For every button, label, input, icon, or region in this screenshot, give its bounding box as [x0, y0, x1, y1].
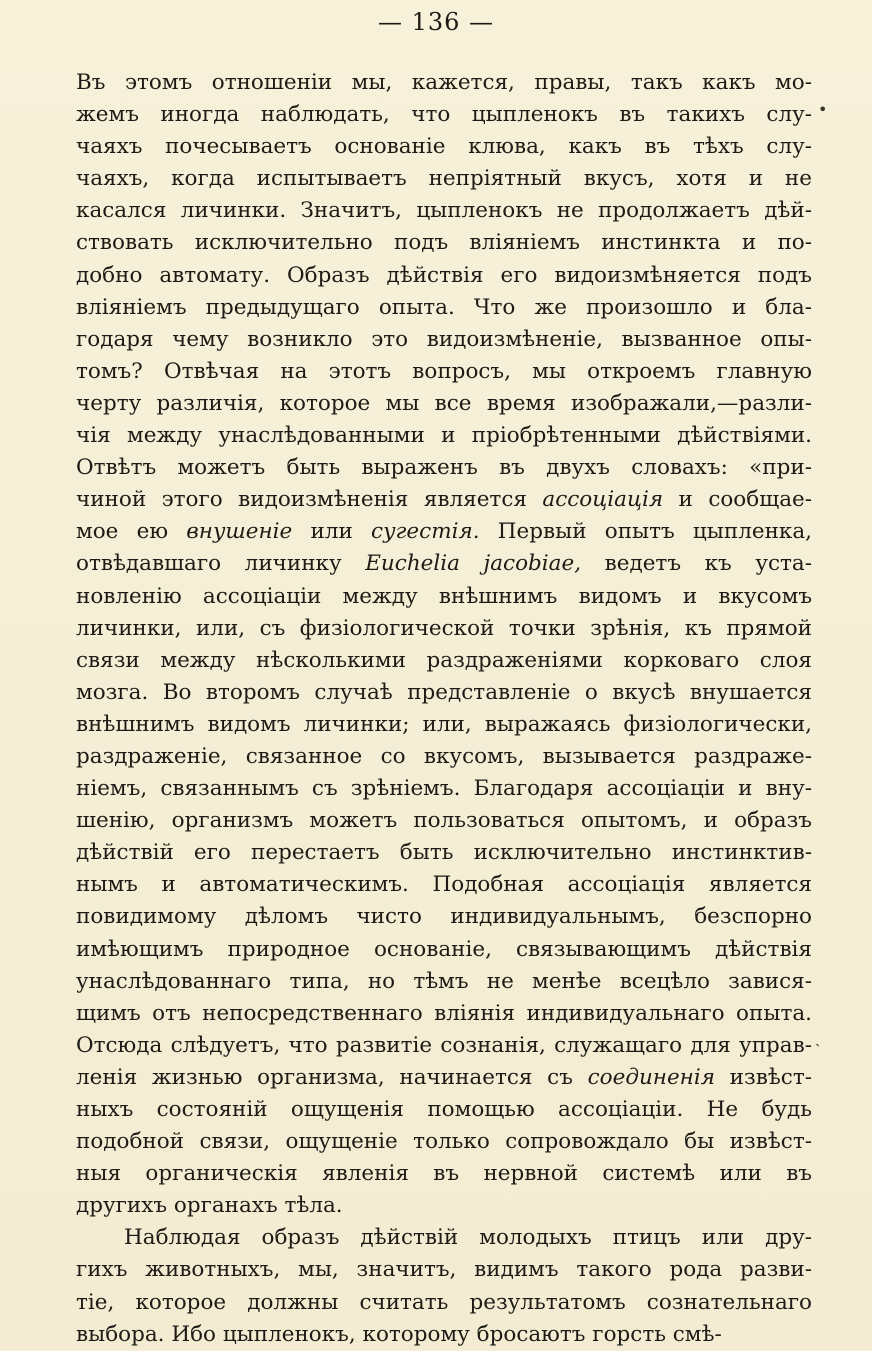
text-line — [76, 1094, 812, 1126]
text-line — [76, 1222, 812, 1254]
text-line — [76, 1287, 812, 1319]
text-line — [76, 99, 812, 131]
text-segment: или — [292, 519, 372, 545]
text-line — [76, 452, 812, 484]
text-line — [76, 998, 812, 1030]
text-line — [76, 516, 812, 548]
text-line — [76, 260, 812, 292]
text-segment: ныя органическія явленія въ нервной системѣ или въ — [76, 1161, 812, 1187]
text-segment: повидимому дѣломъ чисто индивидуальнымъ, безспорно — [76, 904, 812, 930]
text-segment: отвѣдавшаго личинку — [76, 551, 366, 577]
text-line — [76, 773, 812, 805]
text-line — [76, 163, 812, 195]
text-line — [76, 548, 812, 580]
text-segment: унаслѣдованнаго типа, но тѣмъ не менѣе всецѣло завися- — [76, 968, 812, 994]
text-segment: жемъ иногда наблюдать, что цыпленокъ въ такихъ слу- — [76, 102, 812, 128]
text-line — [76, 1030, 812, 1062]
text-segment: ныхъ состояній ощущенія помощью ассоціаціи. Не будь — [76, 1097, 812, 1122]
margin-mark: ˎ — [815, 1028, 821, 1047]
text-segment: мозга. Во второмъ случаѣ представленіе о вкусѣ внушается — [76, 679, 812, 705]
text-segment: выбора. Ибо цыпленокъ, которому бросаютъ горсть смѣ- — [76, 1321, 722, 1347]
text-segment: тіе, которое должны считать результатомъ сознательнаго — [76, 1289, 812, 1315]
italic-term: внушеніе — [186, 519, 293, 545]
text-line — [76, 1190, 812, 1222]
text-segment: подобной связи, ощущеніе только сопровождало бы извѣст- — [76, 1129, 812, 1155]
text-segment: Отвѣтъ можетъ быть выраженъ въ двухъ словахъ: «при- — [76, 455, 812, 481]
text-line — [76, 805, 812, 837]
text-line — [76, 324, 812, 356]
text-segment: шенію, организмъ можетъ пользоваться опытомъ, и образъ — [76, 808, 812, 834]
italic-term: соединенія — [587, 1064, 715, 1090]
text-segment: нымъ и автоматическимъ. Подобная ассоціація является — [76, 872, 812, 898]
text-segment: Первый опытъ цыпленка, — [479, 519, 812, 545]
text-line — [76, 837, 812, 869]
text-segment: черту различія, которое мы все время изображали,—разли- — [76, 390, 812, 416]
text-line — [76, 1158, 812, 1190]
text-segment: мое ею — [76, 519, 187, 545]
text-segment: и сообщае- — [663, 487, 812, 513]
text-line — [76, 227, 812, 259]
text-line — [76, 484, 812, 516]
italic-term: сугестія. — [371, 519, 480, 545]
text-segment: дѣйствій его перестаетъ быть исключительно инстинктив- — [76, 840, 812, 866]
text-segment: другихъ органахъ тѣла. — [76, 1193, 343, 1219]
text-segment: связи между нѣсколькими раздраженіями корковаго слоя — [76, 647, 812, 673]
text-line — [76, 645, 812, 677]
italic-term: ассоціація — [542, 487, 664, 513]
text-segment: ведетъ къ уста- — [581, 551, 812, 577]
text-line — [76, 1126, 812, 1158]
text-segment: имѣющимъ природное основаніе, связывающимъ дѣйствія — [76, 936, 812, 962]
text-line — [76, 420, 812, 452]
text-line — [76, 966, 812, 998]
text-line — [76, 741, 812, 773]
text-segment: чаяхъ почесываетъ основаніе клюва, какъ въ тѣхъ слу- — [76, 134, 812, 160]
text-line — [76, 709, 812, 741]
text-segment: ленія жизнью организма, начинается съ — [76, 1064, 588, 1090]
text-segment: касался личинки. Значитъ, цыпленокъ не продолжаетъ дѣй- — [76, 198, 812, 224]
text-line — [76, 677, 812, 709]
text-line — [76, 195, 812, 227]
text-segment: ствовать исключительно подъ вліяніемъ инстинкта и по- — [76, 230, 812, 256]
page-number: — 136 — — [377, 8, 495, 36]
text-line — [76, 67, 812, 99]
text-line — [76, 1319, 812, 1351]
body-text — [76, 67, 812, 1351]
text-segment: ніемъ, связаннымъ съ зрѣніемъ. Благодаря ассоціаціи и вну- — [76, 776, 812, 802]
text-line — [76, 131, 812, 163]
text-line — [76, 901, 812, 933]
text-line — [76, 934, 812, 966]
text-segment: личинки, или, съ физіологической точки зрѣнія, къ прямой — [76, 615, 812, 641]
text-segment: Отсюда слѣдуетъ, что развитіе сознанія, служащаго для управ- — [76, 1032, 812, 1058]
text-segment: извѣст- — [714, 1064, 812, 1090]
italic-term: Euchelia jacobiae, — [365, 551, 582, 577]
text-segment: чія между унаслѣдованными и пріобрѣтенными дѣйствіями. — [76, 423, 812, 449]
text-segment: щимъ отъ непосредственнаго вліянія индивидуальнаго опыта. — [76, 1000, 812, 1026]
text-line — [76, 869, 812, 901]
text-segment: раздраженіе, связанное со вкусомъ, вызывается раздраже- — [76, 743, 812, 769]
text-segment: Въ этомъ отношеніи мы, кажется, правы, такъ какъ мо- — [76, 70, 812, 95]
text-segment: внѣшнимъ видомъ личинки; или, выражаясь физіологически, — [76, 711, 812, 737]
text-segment: гихъ животныхъ, мы, значитъ, видимъ такого рода разви- — [76, 1257, 812, 1283]
text-line — [76, 1062, 812, 1094]
text-segment: новленію ассоціаціи между внѣшнимъ видомъ и вкусомъ — [76, 583, 812, 609]
text-segment: годаря чему возникло это видоизмѣненіе, вызванное опы- — [76, 326, 812, 352]
text-segment: чаяхъ, когда испытываетъ непріятный вкусъ, хотя и не — [76, 166, 812, 192]
text-segment: Наблюдая образъ дѣйствій молодыхъ птицъ или дру- — [124, 1225, 812, 1251]
text-line — [76, 1254, 812, 1286]
text-segment: вліяніемъ предыдущаго опыта. Что же произошло и бла- — [76, 294, 812, 320]
text-line — [76, 388, 812, 420]
text-line — [76, 613, 812, 645]
margin-mark: • — [818, 100, 828, 119]
text-segment: добно автомату. Образъ дѣйствія его видоизмѣняется подъ — [76, 262, 812, 288]
text-line — [76, 581, 812, 613]
text-segment: чиной этого видоизмѣненія является — [76, 487, 543, 513]
text-line — [76, 356, 812, 388]
text-segment: томъ? Отвѣчая на этотъ вопросъ, мы откроемъ главную — [76, 358, 812, 384]
text-line — [76, 292, 812, 324]
